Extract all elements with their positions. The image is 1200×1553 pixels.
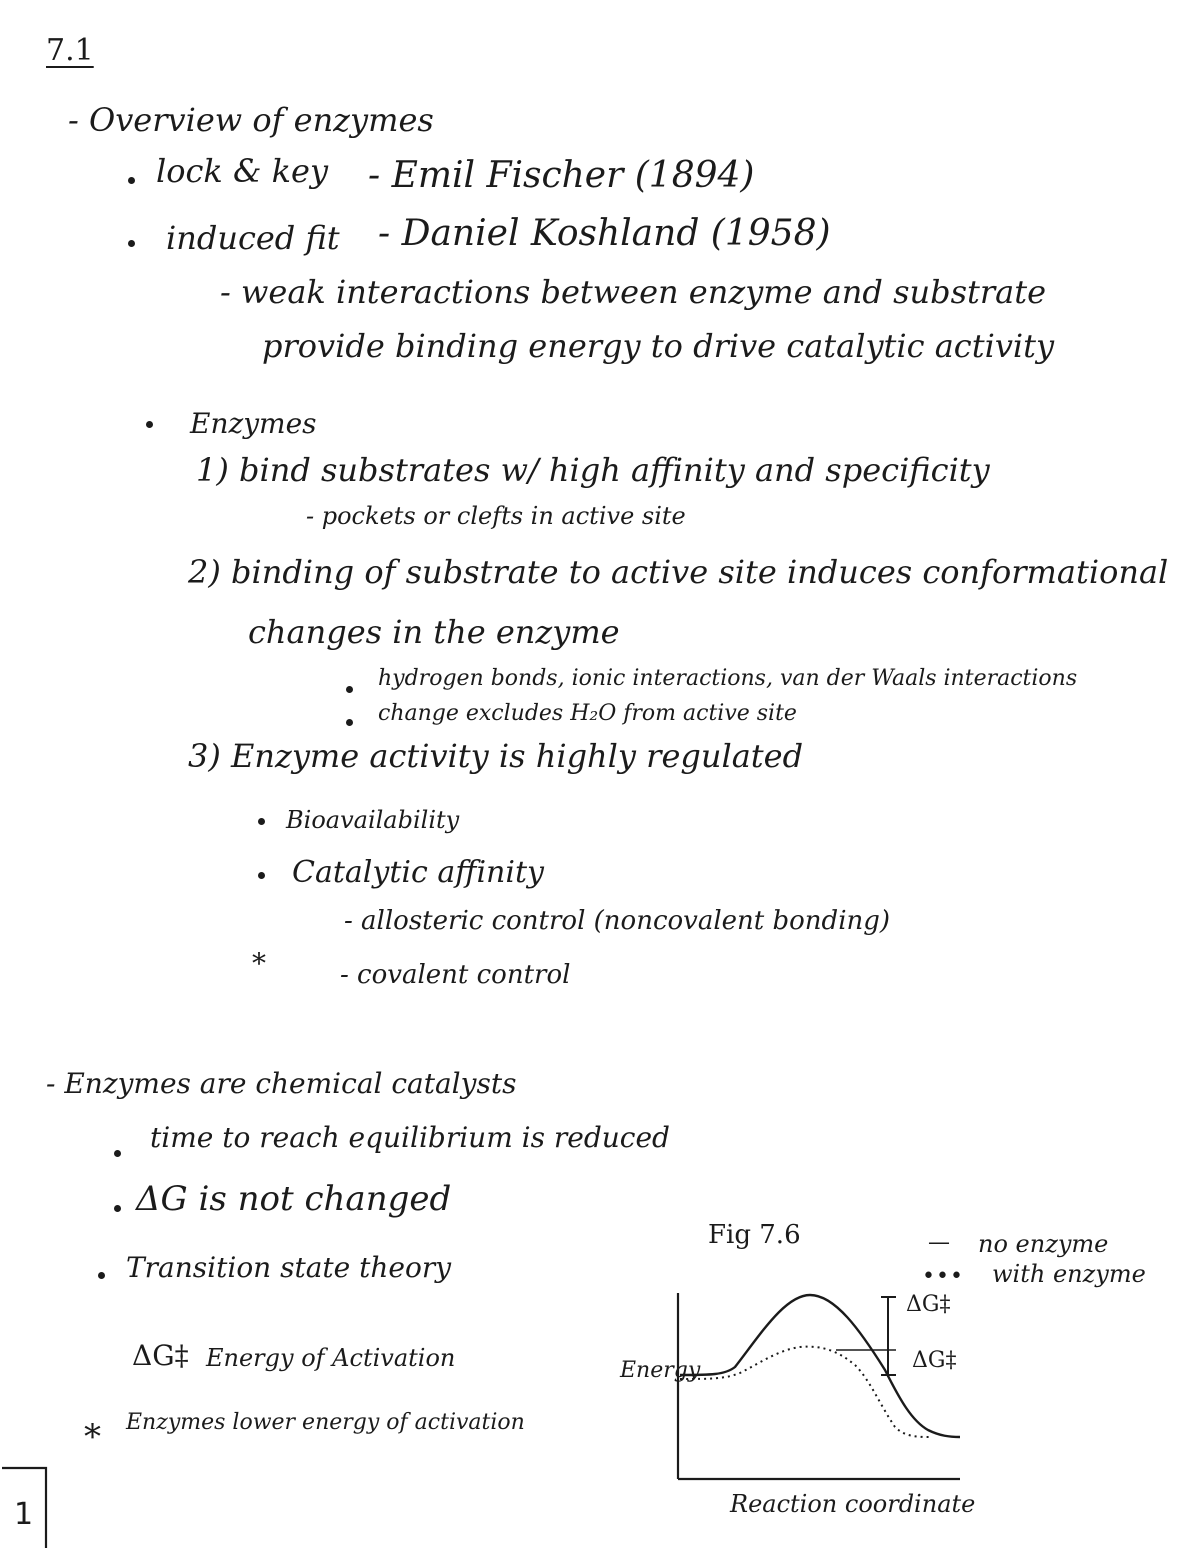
induced-fit-label: induced fit (166, 219, 340, 257)
section-heading: 7.1 (46, 33, 94, 68)
bullet-dot (146, 421, 153, 428)
enzymes-point-2-bullet-2: change excludes H₂O from active site (378, 701, 797, 726)
bullet-dot (346, 719, 353, 726)
enzymes-point-1-sub: - pockets or clefts in active site (306, 502, 686, 530)
reaction-coordinate-label: Reaction coordinate (730, 1490, 976, 1518)
bullet-dot (128, 240, 135, 247)
star-marker: * (84, 1417, 101, 1457)
overview-title: - Overview of enzymes (68, 101, 434, 139)
bullet-dot (98, 1272, 105, 1279)
catalysts-bullet-transition-state: Transition state theory (126, 1251, 452, 1284)
covalent-control-item: - covalent control (340, 960, 571, 990)
enzymes-point-3: 3) Enzyme activity is highly regulated (188, 737, 804, 775)
delta-g-upper-label: ΔG‡ (906, 1292, 951, 1317)
bullet-dot (114, 1205, 121, 1212)
delta-g-lower-label: ΔG‡ (912, 1348, 957, 1373)
catalysts-title: - Enzymes are chemical catalysts (46, 1067, 517, 1100)
enzymes-point-1: 1) bind substrates w/ high affinity and specificity (196, 451, 990, 489)
catalysts-bullet-delta-g: ΔG is not changed (136, 1179, 452, 1219)
bullet-dot (258, 818, 265, 825)
energy-axis-label: Energy (620, 1358, 701, 1383)
bullet-dot (346, 686, 353, 693)
bullet-dot (258, 872, 265, 879)
bullet-dot (114, 1150, 121, 1157)
legend-with-enzyme: with enzyme (992, 1260, 1146, 1288)
enzymes-point-2-line2: changes in the enzyme (248, 613, 620, 651)
induced-fit-attribution: - Daniel Koshland (1958) (378, 213, 831, 254)
catalysts-bullet-equilibrium: time to reach equilibrium is reduced (150, 1121, 670, 1154)
legend-with-enzyme-mark: ••• (922, 1264, 964, 1289)
catalytic-affinity-item: Catalytic affinity (292, 855, 544, 890)
activation-symbol: ΔG‡ (132, 1339, 189, 1372)
weak-interactions-line2: provide binding energy to drive catalytic activity (262, 327, 1055, 365)
legend-no-enzyme: no enzyme (978, 1230, 1109, 1258)
activation-definition: Energy of Activation (206, 1344, 456, 1372)
lower-activation-note: Enzymes lower energy of activation (126, 1410, 525, 1435)
with-enzyme-curve (680, 1347, 930, 1437)
page-number: 1 (14, 1497, 34, 1532)
lock-key-label: lock & key (156, 152, 329, 190)
legend-no-enzyme-mark: — (928, 1230, 950, 1255)
enzymes-point-2-line1: 2) binding of substrate to active site induces conformational (188, 553, 1169, 591)
star-marker: * (252, 947, 266, 980)
figure-label: Fig 7.6 (708, 1220, 801, 1250)
weak-interactions-line1: - weak interactions between enzyme and substrate (220, 273, 1047, 311)
allosteric-control-item: - allosteric control (noncovalent bonding) (344, 906, 891, 936)
bullet-dot (128, 177, 135, 184)
bioavailability-item: Bioavailability (286, 806, 460, 834)
enzymes-title: Enzymes (190, 407, 317, 440)
enzymes-point-2-bullet-1: hydrogen bonds, ionic interactions, van der Waals interactions (378, 666, 1078, 691)
lock-key-attribution: - Emil Fischer (1894) (368, 155, 755, 196)
